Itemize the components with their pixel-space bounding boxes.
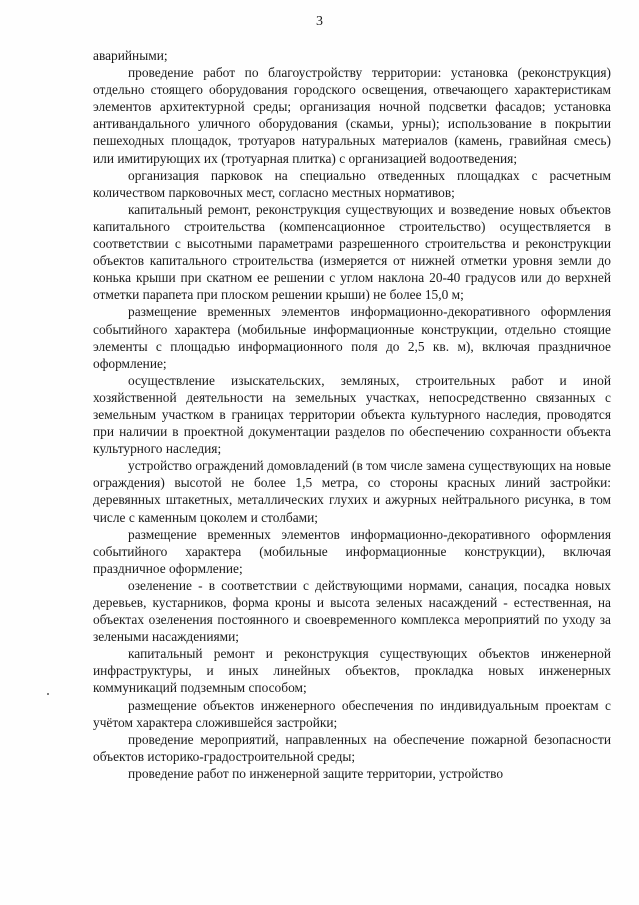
paragraph: капитальный ремонт и реконструкция существующих объектов инженерной инфраструктуры, и иных линейных объектов, прокладка новых инженерных коммуникаций подземным способом; bbox=[93, 646, 611, 696]
scan-speck bbox=[47, 693, 49, 695]
paragraph: проведение мероприятий, направленных на обеспечение пожарной безопасности объектов историко-градостроительной среды; bbox=[93, 731, 611, 764]
paragraph: капитальный ремонт, реконструкция существующих и возведение новых объектов капитального строительства (компенсационное строительство) осуществляется в соответствии с высотными параметрами разрешенного строительства и реконструкции объектов капитального строительства (измеряется от нижней отметки уровня земли до конька крыши при скатном ее решении с углом наклона 20-40 градусов или до верхней отметки парапета при плоском решении крыши) не более 15,0 м; bbox=[93, 201, 611, 303]
paragraph: озеленение - в соответствии с действующими нормами, санация, посадка новых деревьев, кустарников, форма кроны и высота зеленых насаждений - естественная, на объектах озеленения постоянного и своевременного комплекса мероприятий по уходу за зелеными насаждениями; bbox=[93, 577, 611, 645]
document-body bbox=[93, 47, 611, 782]
paragraph: организация парковок на специально отведенных площадках с расчетным количеством парковочных мест, согласно местных нормативов; bbox=[93, 167, 611, 200]
paragraph: проведение работ по инженерной защите территории, устройство bbox=[128, 765, 504, 781]
paragraph: устройство ограждений домовладений (в том числе замена существующих на новые ограждения) высотой не более 1,5 метра, со стороны красных линий застройки: деревянных штакетных, металлических глухих и ажурных нейтрального рисунка, в том числе с каменным цоколем и столбами; bbox=[93, 458, 611, 525]
paragraph: проведение работ по благоустройству территории: установка (реконструкция) отдельно стоящего оборудования городского освещения, отвечающего характеристикам элементов архитектурной среды; организация ночной подсветки фасадов; установка антивандального уличного оборудования (скамьи, урны); использование в покрытии пешеходных площадок, тротуаров натуральных материалов (камень, гравийная смесь) или имитирующих их (тротуарная плитка) с организацией водоотведения; bbox=[93, 65, 611, 166]
paragraph: размещение временных элементов информационно-декоративного оформления событийного характера (мобильные информационные конструкции), включая праздничное оформление; bbox=[93, 526, 611, 576]
paragraph: аварийными; bbox=[93, 48, 168, 63]
paragraph: размещение объектов инженерного обеспечения по индивидуальным проектам с учётом характера сложившейся застройки; bbox=[93, 697, 611, 730]
page-number: 3 bbox=[316, 14, 323, 29]
paragraph: размещение временных элементов информационно-декоративного оформления событийного характера (мобильные информационные конструкции, отдельно стоящие элементы с площадью информационного поля до 2,5 кв. м), включая праздничное оформление; bbox=[93, 304, 611, 371]
paragraph: осуществление изыскательских, земляных, строительных работ и иной хозяйственной деятельности на земельных участках, непосредственно связанных с земельным участком в границах территории объекта культурного наследия, проводятся при наличии в проектной документации разделов по обеспечению сохранности объекта культурного наследия; bbox=[93, 372, 611, 457]
